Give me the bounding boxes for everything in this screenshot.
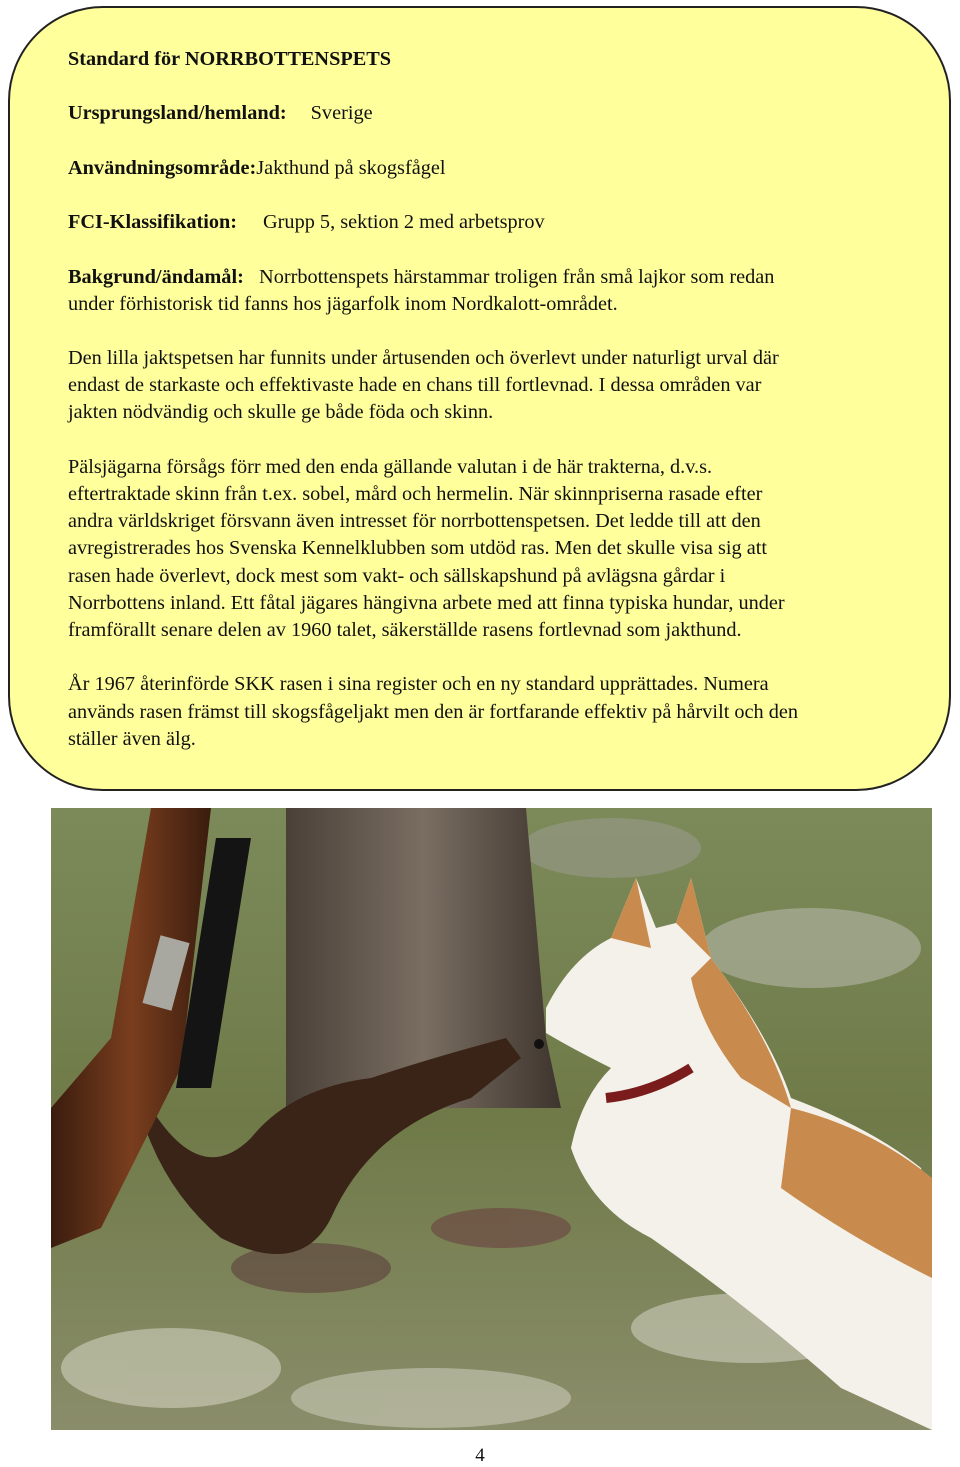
page-number: 4 xyxy=(475,1445,485,1466)
usage-label: Användningsområde: xyxy=(68,156,257,179)
paragraph-line: Pälsjägarna försågs förr med den enda gällande valutan i de här trakterna, d.v.s. xyxy=(68,455,713,478)
fci-label: FCI-Klassifikation: xyxy=(68,211,238,234)
paragraph-line: ställer även älg. xyxy=(68,727,196,750)
paragraph-line: används rasen främst till skogsfågeljakt men den är fortfarande effektiv på hårvilt och den xyxy=(68,700,799,723)
breed-standard-text xyxy=(68,46,938,753)
photo-dog-marten-rifle xyxy=(51,808,932,1430)
background-line: under förhistorisk tid fanns hos jägarfolk inom Nordkalott-området. xyxy=(68,292,618,315)
paragraph-line: jakten nödvändig och skulle ge både föda och skinn. xyxy=(68,401,494,424)
paragraph-line: Norrbottens inland. Ett fåtal jägares hängivna arbete med att finna typiska hundar, under xyxy=(68,591,785,614)
paragraph-line: År 1967 återinförde SKK rasen i sina register och en ny standard upprättades. Numera xyxy=(68,673,769,696)
page-title xyxy=(68,46,938,73)
origin-value: Sverige xyxy=(310,102,373,125)
paragraph-line: endast de starkaste och effektivaste hade en chans till fortlevnad. I dessa områden var xyxy=(68,374,762,397)
background-line: Norrbottenspets härstammar troligen från små lajkor som redan xyxy=(259,265,775,288)
origin-row xyxy=(68,100,938,127)
background-label: Bakgrund/ändamål: xyxy=(68,265,244,288)
paragraph-line: Den lilla jaktspetsen har funnits under årtusenden och överlevt under naturligt urval där xyxy=(68,347,779,370)
paragraph-line: eftertraktade skinn från t.ex. sobel, mård och hermelin. När skinnpriserna rasade efter xyxy=(68,483,763,505)
usage-value: Jakthund på skogsfågel xyxy=(256,156,446,179)
title-prefix: Standard för xyxy=(68,48,185,70)
paragraph-line: rasen hade överlevt, dock mest som vakt- och sällskapshund på avlägsna gårdar i xyxy=(68,564,726,587)
dog-nose xyxy=(534,1039,544,1049)
paragraph-line: framförallt senare delen av 1960 talet, säkerställde rasens fortlevnad som jakthund. xyxy=(68,618,742,641)
fci-value: Grupp 5, sektion 2 med arbetsprov xyxy=(263,211,545,234)
paragraph-line: avregistrerades hos Svenska Kennelklubben som utdöd ras. Men det skulle visa sig att xyxy=(68,537,767,560)
background-row xyxy=(68,264,938,291)
usage-row xyxy=(68,155,938,182)
photo-illustration xyxy=(51,808,932,1430)
fci-row xyxy=(68,209,938,236)
title-breed: NORRBOTTENSPETS xyxy=(184,48,392,70)
origin-label: Ursprungsland/hemland: xyxy=(68,102,287,125)
paragraph-line: andra världskriget försvann även intresset för norrbottenspetsen. Det ledde till att den xyxy=(68,510,761,533)
